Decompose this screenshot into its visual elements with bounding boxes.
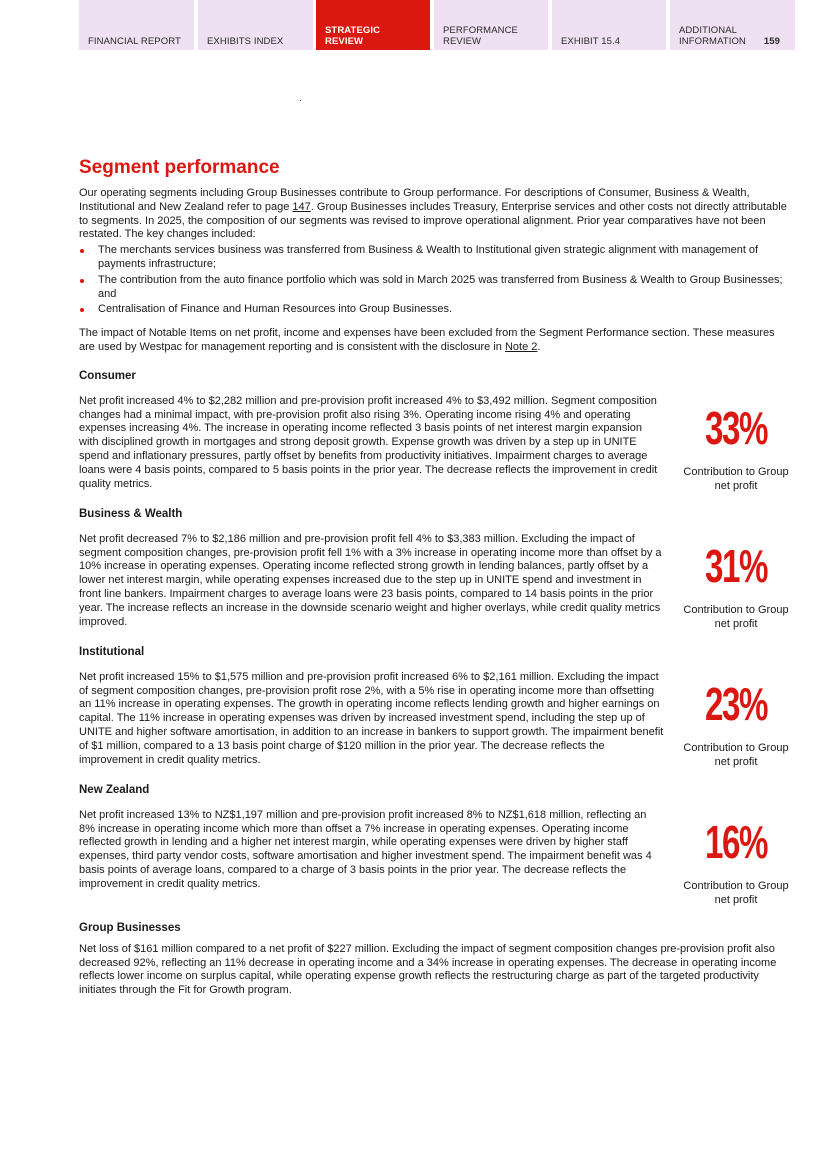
segment-heading: New Zealand xyxy=(79,783,150,796)
notable-items-paragraph xyxy=(79,327,791,355)
contribution-label: Contribution to Group net profit xyxy=(683,465,789,492)
key-changes-list xyxy=(79,244,791,317)
tab-exhibit-15-4[interactable] xyxy=(552,0,666,50)
segment-consumer xyxy=(79,369,791,493)
notable-text-before: The impact of Notable Items on net profit, income and expenses have been excluded from the Segment Performance section. These measures are used by Westpac for management reporting and is consistent with the disclosure in xyxy=(79,327,775,353)
contribution-stat xyxy=(681,533,791,631)
tab-label-line1: STRATEGIC xyxy=(325,25,381,36)
intro-text-before: Our operating segments including Group Businesses contribute to Group performance. For descriptions of Consumer, Business & Wealth, Institutional and New Zealand refer to page xyxy=(79,187,750,213)
segment-text: Net profit increased 13% to NZ$1,197 million and pre-provision profit increased 8% to NZ$1,618 million, reflecting an 8% increase in operating income which more than offset a 7% increase in operating expenses. Operating income reflected growth in lending and a higher net interest margin, while operating expenses were driven by higher staff expenses, third party vendor costs, software amortisation and higher investment spend. The impairment benefit was 4 basis points of average loans, compared to a charge of 3 basis points in the prior year. The decrease reflects the improvement in credit quality metrics. xyxy=(79,808,652,890)
segment-heading: Business & Wealth xyxy=(79,507,183,520)
segment-institutional xyxy=(79,645,791,769)
page-number: 159 xyxy=(763,36,781,47)
tab-financial-report[interactable] xyxy=(79,0,194,50)
contribution-stat xyxy=(681,671,791,769)
tab-label-line2: REVIEW xyxy=(443,36,482,47)
list-item: Centralisation of Finance and Human Resources into Group Businesses. xyxy=(79,303,791,317)
tab-label-line2: REVIEW xyxy=(325,36,364,47)
segment-heading: Consumer xyxy=(79,369,136,382)
decorative-dot xyxy=(300,100,301,101)
tab-label-line2: INFORMATION xyxy=(679,36,746,47)
contribution-percent: 31% xyxy=(705,539,767,592)
segment-new-zealand xyxy=(79,783,791,907)
segment-text: Net profit increased 4% to $2,282 million and pre-provision profit increased 4% to $3,492 million. Segment composition changes had a minimal impact, with pre-provision profit also rising 3%. Operating income rising 4% and operating expenses increasing 4%. The increase in operating income reflected 3 basis points of net interest margin expansion with disciplined growth in mortgages and strong deposit growth. Expense growth was driven by a step up in UNITE spend and inflationary pressures, partly offset by benefits from productivity initiatives. Impairment charges to average loans were 4 basis points, compared to 5 basis points in the prior year. The decrease reflects the improvement in credit quality metrics. xyxy=(79,394,658,490)
tab-exhibits-index[interactable] xyxy=(198,0,313,50)
contribution-label: Contribution to Group net profit xyxy=(683,741,789,768)
intro-paragraph xyxy=(79,187,791,242)
tab-performance-review[interactable] xyxy=(434,0,548,50)
segment-text: Net loss of $161 million compared to a net profit of $227 million. Excluding the impact of segment composition changes pre-provision profit also decreased 92%, reflecting an 11% decrease in operating income and a 34% increase in operating expenses. The decrease in operating income reflects lower income on surplus capital, while operating expense growth reflects the restructuring charge as part of the targeted productivity initiates through the Fit for Growth program. xyxy=(79,942,777,997)
segment-text: Net profit increased 15% to $1,575 million and pre-provision profit increased 6% to $2,161 million. Excluding the impact of segment composition changes, pre-provision profit rose 2%, with a 5% rise in operating income more than offsetting an 11% increase in operating expenses. The growth in operating income reflects lending growth and higher earnings on capital. The 11% increase in operating expenses was driven by increased investment spend, including the step up of UNITE and higher software amortisation, in addition to an increase in bankers to support growth. The impairment benefit of $1 million, compared to a 13 basis point charge of $120 million in the prior year. The decrease reflects the improvement in credit quality metrics. xyxy=(79,670,664,766)
list-item: The contribution from the auto finance portfolio which was sold in March 2025 was transferred from Business & Wealth to Group Businesses; and xyxy=(79,274,791,302)
segment-business-wealth xyxy=(79,507,791,631)
page-147-link[interactable]: 147 xyxy=(292,200,311,213)
tab-additional-information[interactable] xyxy=(670,0,795,50)
tab-label-line1: PERFORMANCE xyxy=(443,25,518,36)
tab-label-row xyxy=(679,36,795,47)
contribution-stat xyxy=(681,395,791,493)
note-2-link[interactable]: Note 2 xyxy=(504,340,538,353)
tab-label: FINANCIAL REPORT xyxy=(88,36,181,47)
contribution-percent: 33% xyxy=(705,401,767,454)
page-title: Segment performance xyxy=(79,157,280,178)
segment-text: Net profit decreased 7% to $2,186 million and pre-provision profit fell 4% to $3,383 million. Excluding the impact of segment composition changes, pre-provision profit fell 1% with a 3% increase in operating income more than offset by a 10% increase in operating expenses. Operating income reflected strong growth in lending balances, partly offset by a lower net interest margin, while operating expenses increased due to the step up in UNITE spend and investment in front line bankers. Impairment charges to average loans were 23 basis points, compared to 14 basis points in the prior year. The increase reflects an increase in the downside scenario weight and higher overlays, while credit quality metrics improved. xyxy=(79,532,662,628)
contribution-percent: 16% xyxy=(705,815,767,868)
tab-strategic-review[interactable] xyxy=(316,0,430,50)
tab-label: EXHIBITS INDEX xyxy=(207,36,284,47)
segment-group-businesses xyxy=(79,921,791,998)
intro-text-after: . Group Businesses includes Treasury, Enterprise services and other costs not directly attributable to segments. In 2025, the composition of our segments was revised to improve operational alignment. Prior year comparatives have not been restated. The key changes included: xyxy=(79,200,787,241)
segment-heading: Institutional xyxy=(79,645,145,658)
notable-text-after: . xyxy=(537,340,541,353)
list-item: The merchants services business was transferred from Business & Wealth to Institutional given strategic alignment with management of payments infrastructure; xyxy=(79,244,791,272)
contribution-percent: 23% xyxy=(705,677,767,730)
main-content xyxy=(79,156,791,998)
tab-label-line1: ADDITIONAL xyxy=(679,25,738,36)
contribution-stat xyxy=(681,809,791,907)
segment-heading: Group Businesses xyxy=(79,921,181,934)
contribution-label: Contribution to Group net profit xyxy=(683,603,789,630)
contribution-label: Contribution to Group net profit xyxy=(683,879,789,906)
tab-label: EXHIBIT 15.4 xyxy=(561,36,621,47)
